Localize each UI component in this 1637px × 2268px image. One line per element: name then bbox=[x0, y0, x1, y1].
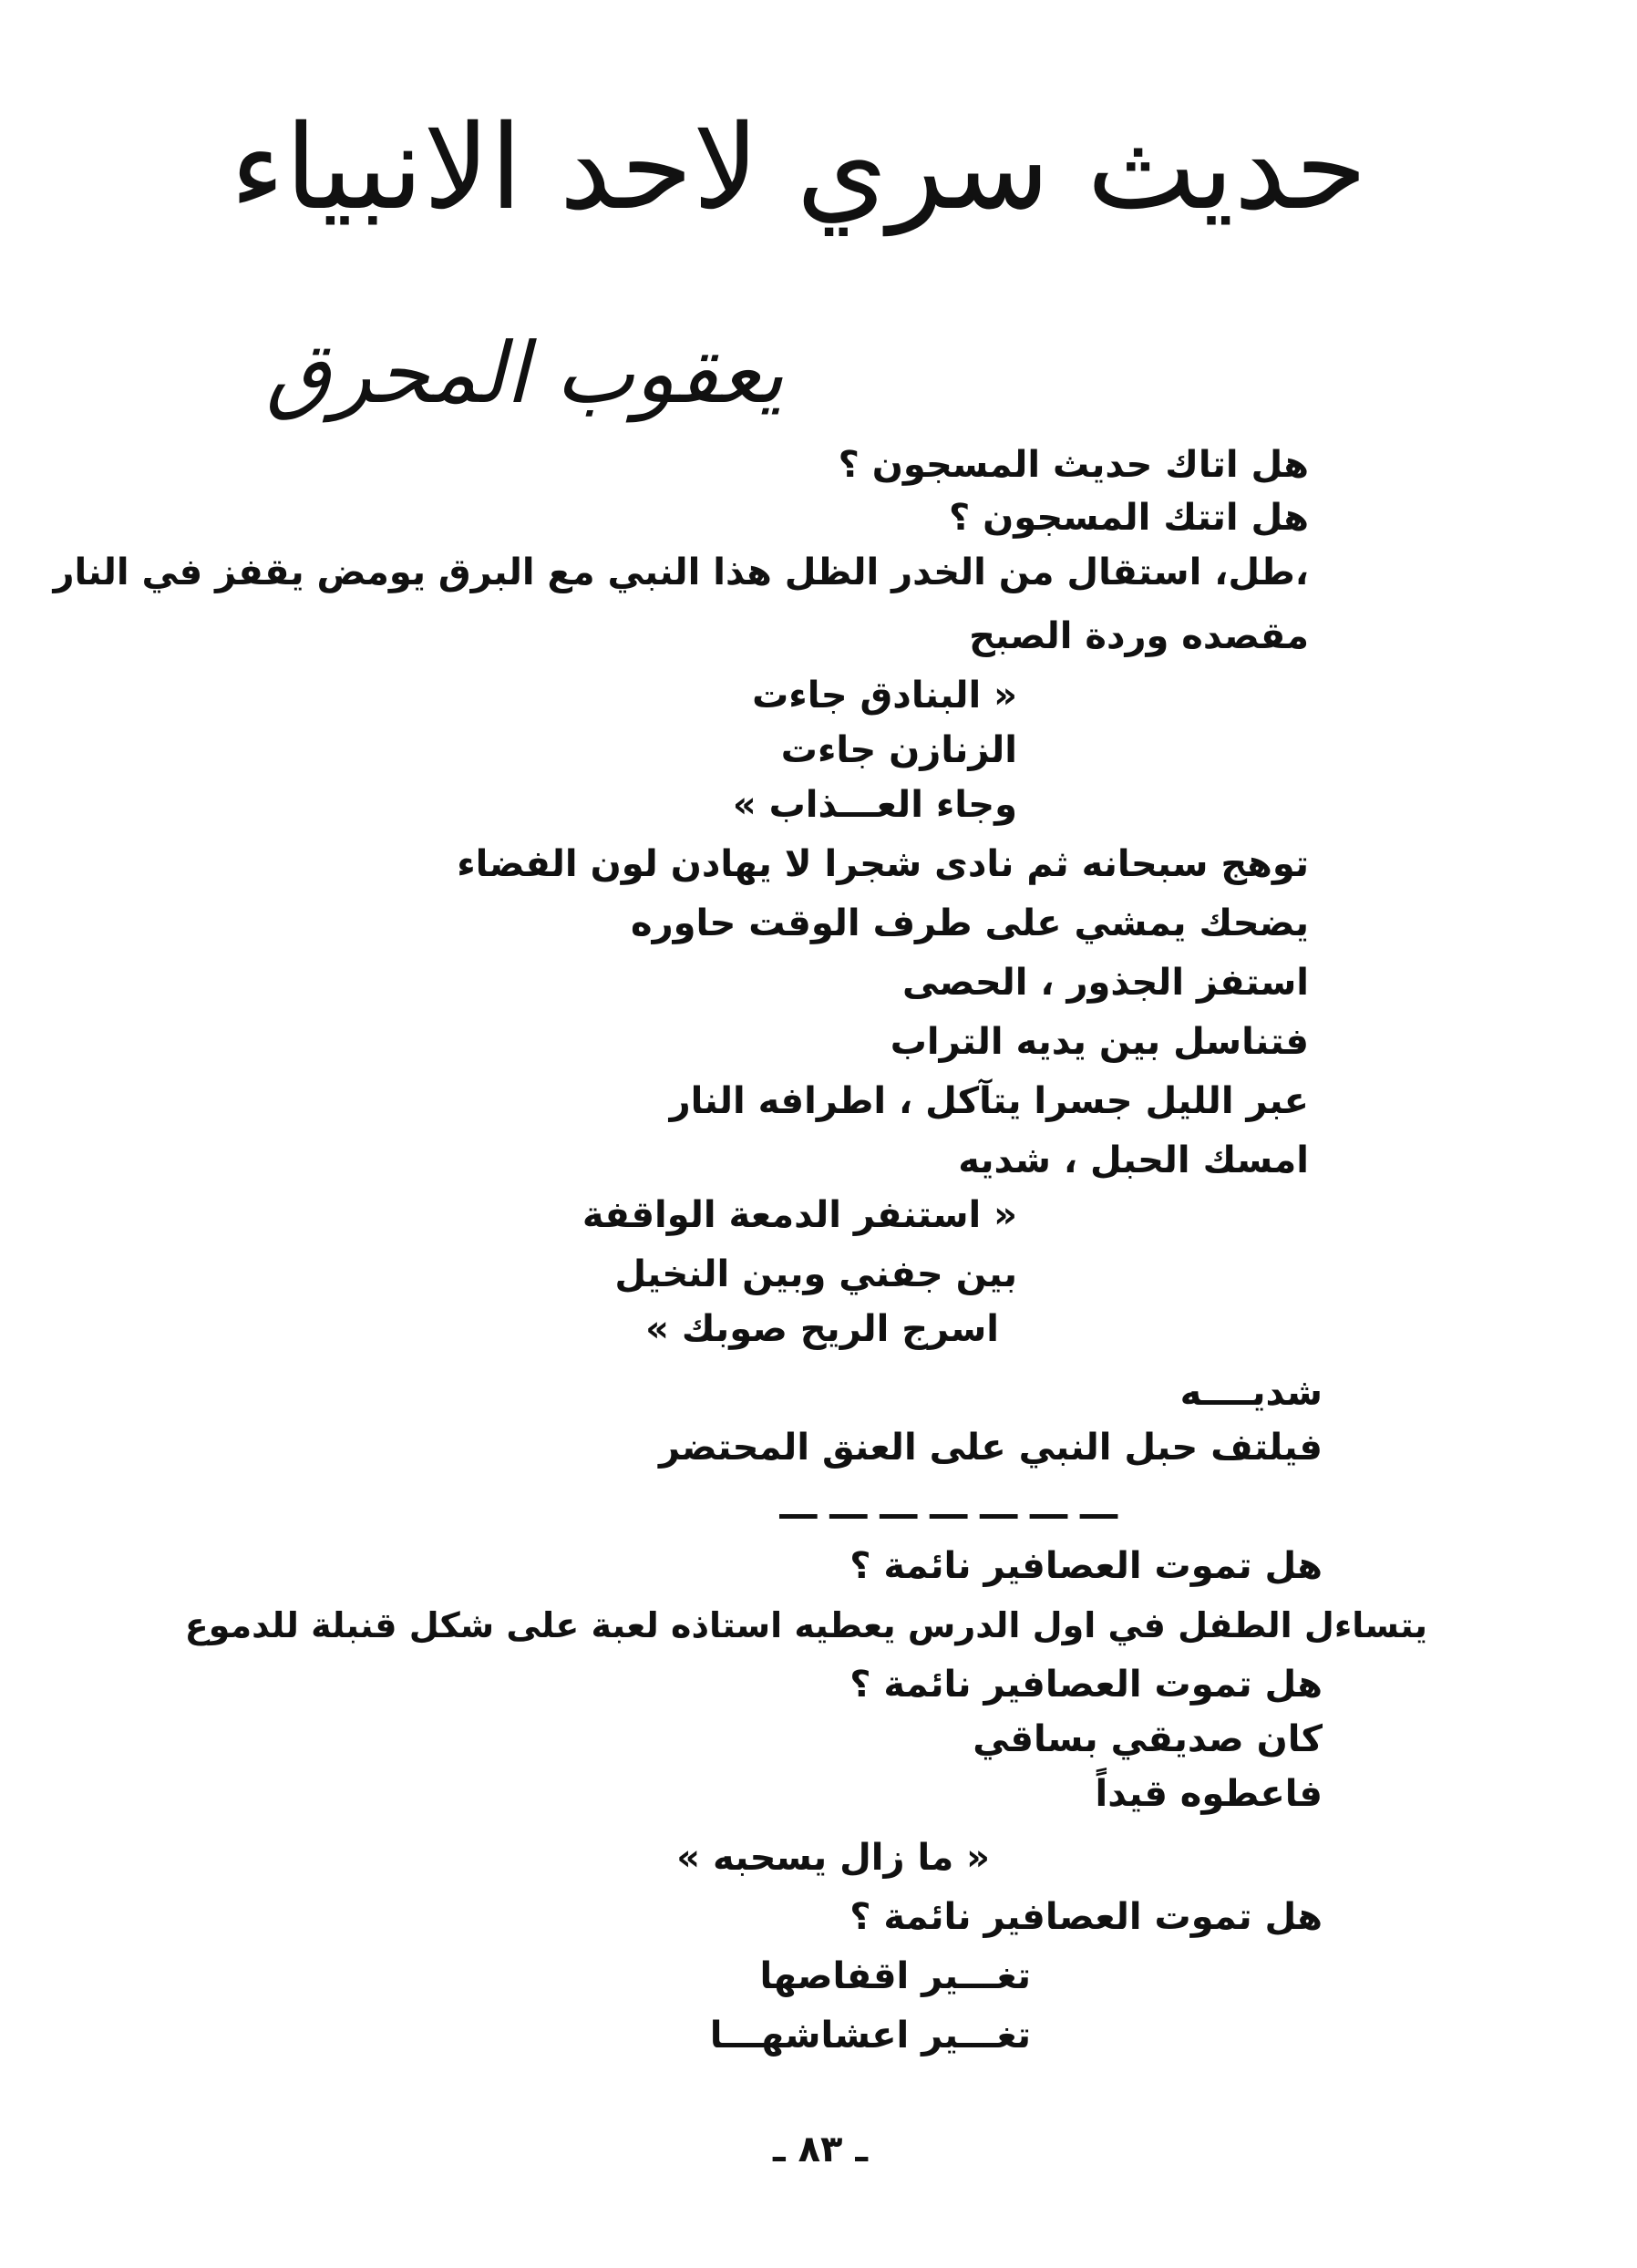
poem-line: « البنادق جاءت bbox=[752, 675, 1017, 716]
poem-line: يضحك يمشي على طرف الوقت حاوره bbox=[631, 902, 1309, 944]
poem-line: يتساءل الطفل في اول الدرس يعطيه استاذه لعبة على شكل قنبلة للدموع bbox=[184, 1605, 1427, 1645]
poem-line: عبر الليل جسرا يتآكل ، اطرافه النار bbox=[669, 1080, 1309, 1122]
poem-line: « استنفر الدمعة الواقفة bbox=[582, 1194, 1017, 1236]
author-signature: يعقوب المحرق bbox=[265, 325, 784, 422]
poem-line: فيلتف حبل النبي على العنق المحتضر bbox=[659, 1427, 1323, 1469]
poem-line: تغـــير اقفاصها bbox=[759, 1955, 1031, 1997]
poem-line: هل تموت العصافير نائمة ؟ bbox=[849, 1896, 1323, 1938]
poem-line: توهج سبحانه ثم نادى شجرا لا يهادن لون الفضاء bbox=[457, 843, 1309, 885]
poem-line: هل تموت العصافير نائمة ؟ bbox=[849, 1664, 1323, 1706]
poem-line: هل اتتك المسجون ؟ bbox=[948, 497, 1309, 539]
poem-line: وجاء العـــذاب » bbox=[732, 784, 1017, 826]
poem-line: فتناسل بين يديه التراب bbox=[890, 1021, 1309, 1063]
poem-line: بين جفني وبين النخيل bbox=[614, 1253, 1017, 1295]
poem-line: اسرج الريح صوبك » bbox=[645, 1308, 999, 1350]
section-divider: ـــ ـــ ـــ ـــ ـــ ـــ ـــ bbox=[779, 1486, 1117, 1528]
poem-line: امسك الحبل ، شديه bbox=[958, 1139, 1309, 1181]
poem-line: مقصده وردة الصبح bbox=[969, 615, 1309, 657]
poem-line: فاعطوه قيداً bbox=[1095, 1773, 1323, 1815]
poem-title: حديث سري لاحد الانبياء bbox=[230, 100, 1367, 236]
page-number: ـ ٨٣ ـ bbox=[772, 2129, 869, 2170]
poem-line: كان صديقي بساقي bbox=[973, 1718, 1323, 1760]
poem-line: تغـــير اعشاشهـــا bbox=[709, 2015, 1031, 2057]
poem-line: استفز الجذور ، الحصى bbox=[901, 962, 1309, 1004]
poem-line: هل تموت العصافير نائمة ؟ bbox=[849, 1545, 1323, 1587]
poem-line: شديــــه bbox=[1179, 1372, 1323, 1414]
poem-line: هل اتاك حديث المسجون ؟ bbox=[838, 444, 1309, 486]
poem-line: الزنازن جاءت bbox=[780, 729, 1017, 771]
poem-line: « ما زال يسحبه » bbox=[676, 1837, 990, 1879]
poem-line: ،طل، استقال من الخدر الظل هذا النبي مع البرق يومض يقفز في النار bbox=[53, 552, 1309, 593]
